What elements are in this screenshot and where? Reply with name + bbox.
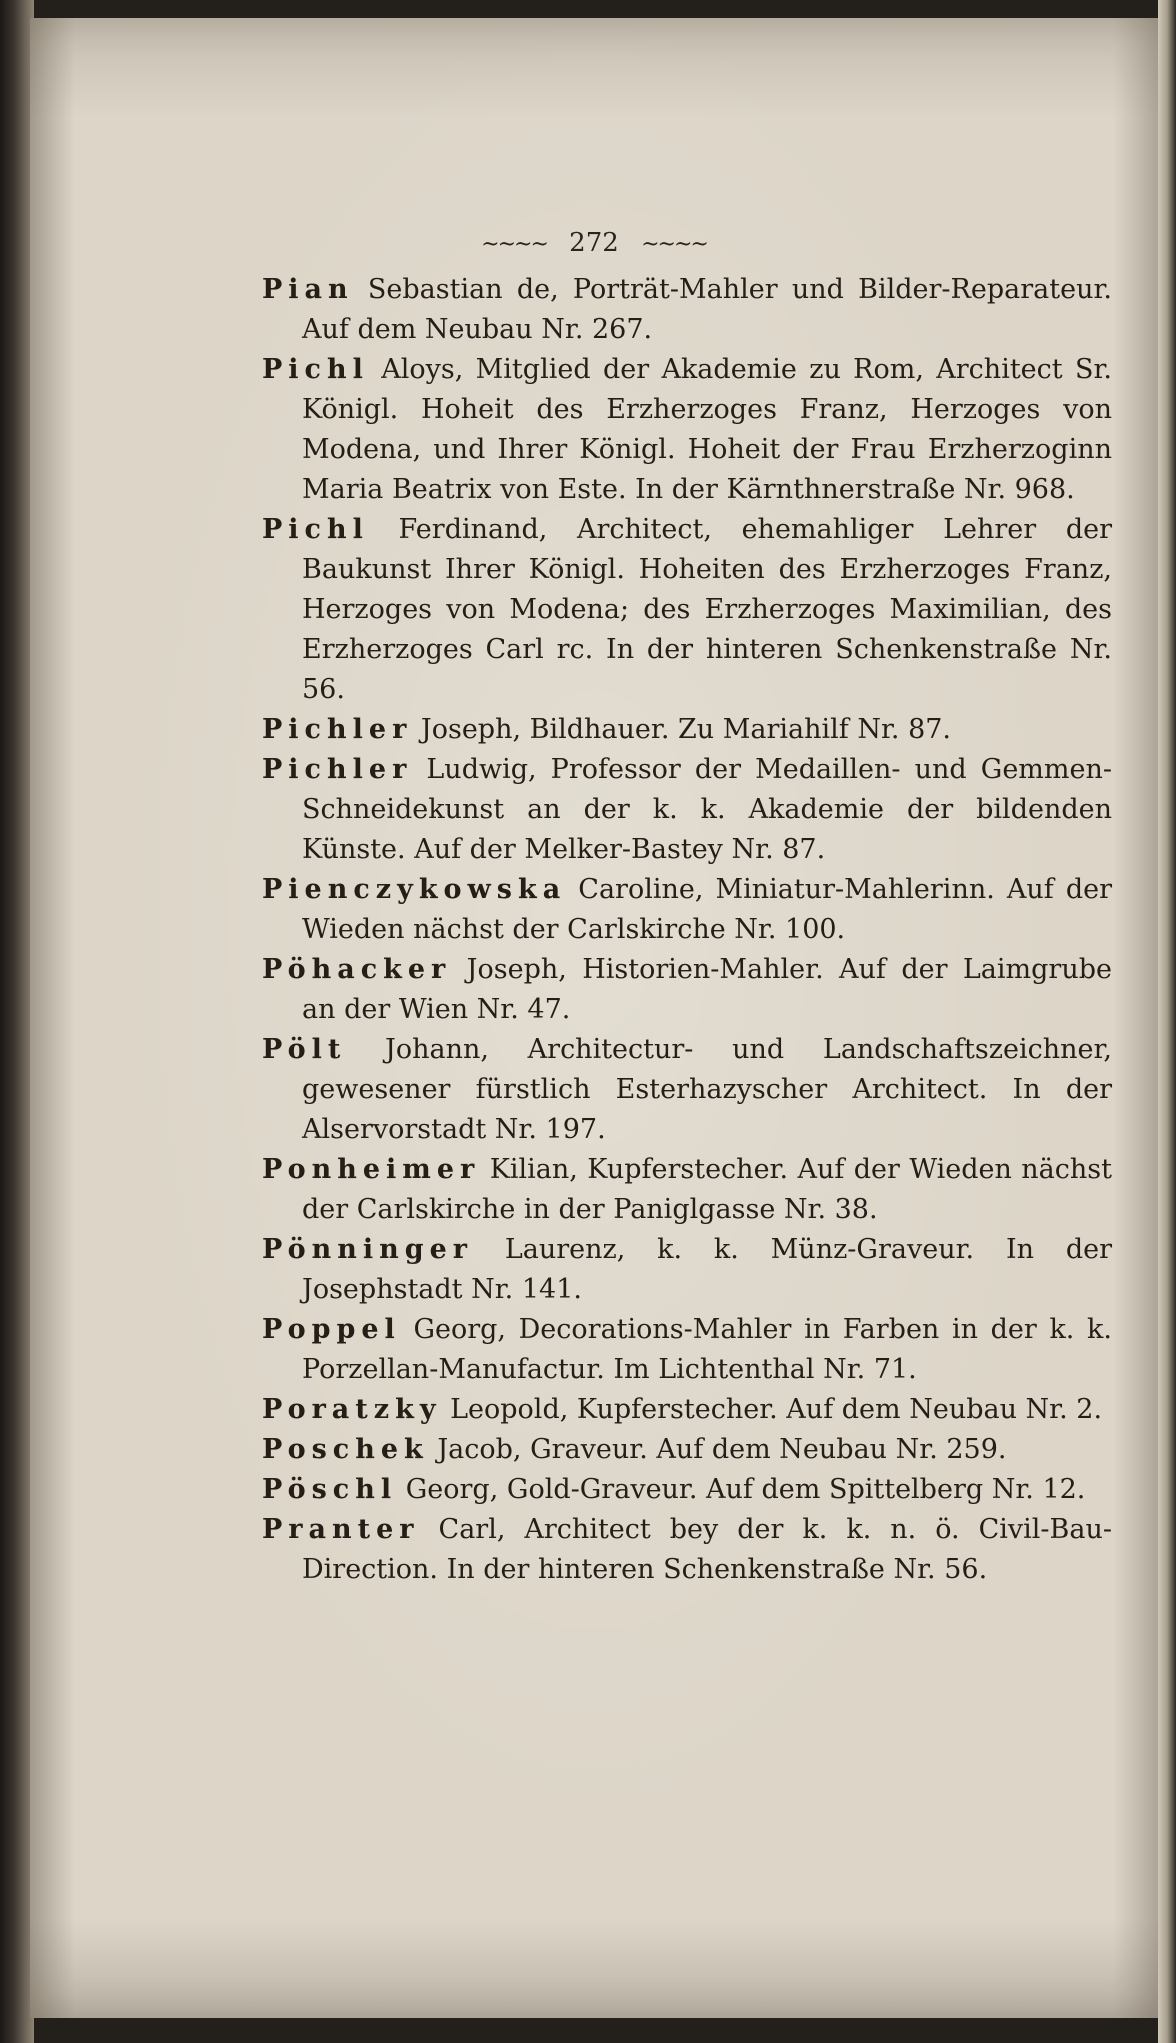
entry-name: Poppel [262, 1314, 401, 1345]
directory-entries [262, 270, 1112, 1590]
page-number: 272 [569, 228, 619, 258]
entry-name: Ponheimer [262, 1154, 481, 1185]
entry-text: Laurenz, k. k. Münz-Graveur. In der Josephstadt Nr. 141. [302, 1234, 1112, 1305]
entry-name: Pölt [262, 1034, 347, 1065]
entry-name: Poschek [262, 1434, 429, 1465]
directory-entry [262, 350, 1112, 510]
entry-text: Joseph, Historien-Mahler. Auf der Laimgrube an der Wien Nr. 47. [302, 954, 1112, 1025]
entry-text: Joseph, Bildhauer. Zu Mariahilf Nr. 87. [420, 714, 952, 745]
entry-text: Georg, Gold-Graveur. Auf dem Spittelberg Nr. 12. [405, 1474, 1086, 1505]
book-spine [0, 0, 34, 2043]
header-ornament-left: ~~~~ [481, 231, 547, 257]
directory-entry [262, 950, 1112, 1030]
directory-entry [262, 1150, 1112, 1230]
entry-text: Georg, Decorations-Mahler in Farben in der k. k. Porzellan-Manufactur. Im Lichtenthal Nr. 71. [302, 1314, 1112, 1385]
directory-entry [262, 1470, 1112, 1510]
directory-entry [262, 510, 1112, 710]
directory-entry [262, 750, 1112, 870]
entry-text: Carl, Architect bey der k. k. n. ö. Civil-Bau-Direction. In der hinteren Schenkenstraße Nr. 56. [302, 1514, 1112, 1585]
entry-name: Pöhacker [262, 954, 452, 985]
entry-name: Pöschl [262, 1474, 398, 1505]
entry-text: Kilian, Kupferstecher. Auf der Wieden nächst der Carlskirche in der Paniglgasse Nr. 38. [302, 1154, 1112, 1225]
entry-name: Pichler [262, 714, 413, 745]
directory-entry [262, 1030, 1112, 1150]
entry-name: Pichl [262, 514, 369, 545]
directory-entry [262, 1310, 1112, 1390]
entry-name: Pienczykowska [262, 874, 567, 905]
header-ornament-right: ~~~~ [641, 231, 707, 257]
entry-text: Sebastian de, Porträt-Mahler und Bilder-Reparateur. Auf dem Neubau Nr. 267. [302, 274, 1112, 345]
entry-name: Pichl [262, 354, 369, 385]
directory-entry [262, 710, 1112, 750]
page-edge-shadow [1158, 0, 1176, 2043]
entry-text: Ludwig, Professor der Medaillen- und Gemmen-Schneidekunst an der k. k. Akademie der bildenden Künste. Auf der Melker-Bastey Nr. 87. [302, 754, 1112, 865]
entry-name: Poratzky [262, 1394, 442, 1425]
entry-text: Caroline, Miniatur-Mahlerinn. Auf der Wieden nächst der Carlskirche Nr. 100. [302, 874, 1112, 945]
directory-entry [262, 1430, 1112, 1470]
entry-name: Pichler [262, 754, 413, 785]
entry-name: Pranter [262, 1514, 420, 1545]
entry-text: Johann, Architectur- und Landschaftszeichner, gewesener fürstlich Esterhazyscher Architect. In der Alservorstadt Nr. 197. [302, 1034, 1112, 1145]
directory-entry [262, 1390, 1112, 1430]
directory-entry [262, 870, 1112, 950]
entry-text: Jacob, Graveur. Auf dem Neubau Nr. 259. [437, 1434, 1007, 1465]
entry-text: Leopold, Kupferstecher. Auf dem Neubau Nr. 2. [450, 1394, 1103, 1425]
page-sheet [30, 18, 1158, 2018]
entry-name: Pönninger [262, 1234, 474, 1265]
entry-text: Ferdinand, Architect, ehemahliger Lehrer der Baukunst Ihrer Königl. Hoheiten des Erzherzoges Franz, Herzoges von Modena; des Erzherzoges Maximilian, des Erzherzoges Carl rc. In der hinteren Schenkenstraße Nr. 56. [302, 514, 1112, 705]
directory-entry [262, 1230, 1112, 1310]
directory-entry [262, 270, 1112, 350]
page-header [30, 228, 1158, 258]
directory-entry [262, 1510, 1112, 1590]
entry-name: Pian [262, 274, 354, 305]
entry-text: Aloys, Mitglied der Akademie zu Rom, Architect Sr. Königl. Hoheit des Erzherzoges Franz, Herzoges von Modena, und Ihrer Königl. Hoheit der Frau Erzherzoginn Maria Beatrix von Este. In der Kärnthnerstraße Nr. 968. [302, 354, 1112, 505]
